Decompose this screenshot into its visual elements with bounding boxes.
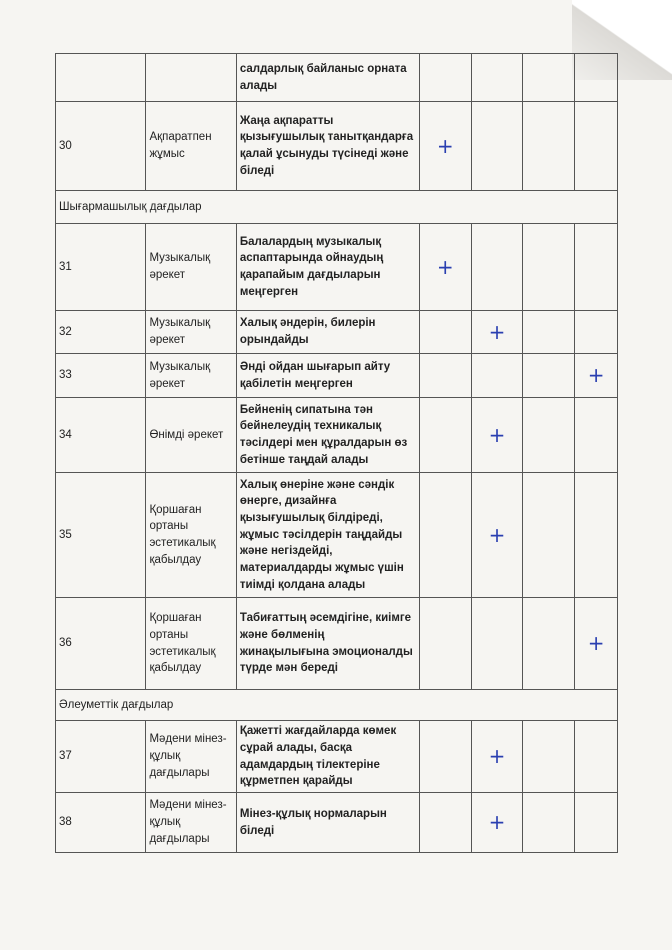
table-row (56, 398, 618, 473)
table-row (56, 354, 618, 398)
mark-cell (471, 354, 523, 398)
mark-cell (419, 354, 471, 398)
assessment-table (55, 53, 618, 853)
description-cell: Мінез-құлық нормаларын біледі (236, 793, 419, 853)
description-cell: салдарлық байланыс орната алады (236, 54, 419, 102)
mark-cell (523, 721, 575, 793)
mark-cell: + (471, 793, 523, 853)
mark-cell (419, 473, 471, 598)
mark-cell (523, 793, 575, 853)
table-row (56, 793, 618, 853)
row-number: 33 (56, 354, 146, 398)
description-cell: Табиғаттың әсемдігіне, киімге және бөлменің жинақылығына эмоционалды түрде мән береді (236, 598, 419, 690)
mark-cell (419, 54, 471, 102)
row-number: 37 (56, 721, 146, 793)
row-number: 32 (56, 311, 146, 354)
mark-cell (523, 54, 575, 102)
mark-cell: + (471, 398, 523, 473)
description-cell: Бейненің сипатына тән бейнелеудің техникалық тәсілдері мен құралдарын өз бетінше таңдай алады (236, 398, 419, 473)
table-row (56, 54, 618, 102)
description-cell: Қажетті жағдайларда көмек сұрай алады, басқа адамдардың тілектеріне құрметпен қарайды (236, 721, 419, 793)
row-number: 36 (56, 598, 146, 690)
mark-cell (419, 793, 471, 853)
table-row (56, 473, 618, 598)
activity-cell: Музыкалық әрекет (146, 354, 236, 398)
mark-cell: + (575, 354, 618, 398)
table-row (56, 224, 618, 311)
mark-cell (523, 311, 575, 354)
mark-cell (419, 311, 471, 354)
mark-cell (471, 224, 523, 311)
table-row (56, 598, 618, 690)
activity-cell: Өнімді әрекет (146, 398, 236, 473)
mark-cell (471, 598, 523, 690)
section-heading-creative: Шығармашылық дағдылар (56, 191, 618, 224)
row-number: 34 (56, 398, 146, 473)
row-number: 35 (56, 473, 146, 598)
activity-cell: Қоршаған ортаны эстетикалық қабылдау (146, 473, 236, 598)
activity-cell: Музыкалық әрекет (146, 224, 236, 311)
mark-cell: + (419, 224, 471, 311)
mark-cell: + (471, 473, 523, 598)
mark-cell: + (419, 102, 471, 191)
section-heading-social: Әлеуметтік дағдылар (56, 690, 618, 721)
mark-cell: + (575, 598, 618, 690)
mark-cell (471, 54, 523, 102)
table-row (56, 311, 618, 354)
description-cell: Балалардың музыкалық аспаптарында ойнаудың қарапайым дағдыларын меңгерген (236, 224, 419, 311)
row-number: 38 (56, 793, 146, 853)
mark-cell (523, 102, 575, 191)
mark-cell (523, 398, 575, 473)
section-row (56, 191, 618, 224)
mark-cell (523, 473, 575, 598)
activity-cell: Қоршаған ортаны эстетикалық қабылдау (146, 598, 236, 690)
mark-cell: + (471, 721, 523, 793)
activity-cell: Мәдени мінез-құлық дағдылары (146, 793, 236, 853)
section-row (56, 690, 618, 721)
description-cell: Халық өнеріне және сәндік өнерге, дизайнға қызығушылық білдіреді, жұмыс тәсілдерін таңдайды және негіздейді, материалдарды жұмыс үшін тиімді қолдана алады (236, 473, 419, 598)
description-cell: Әнді ойдан шығарып айту қабілетін меңгерген (236, 354, 419, 398)
table-row (56, 102, 618, 191)
mark-cell (419, 598, 471, 690)
row-number: 31 (56, 224, 146, 311)
activity-cell (146, 54, 236, 102)
mark-cell (419, 721, 471, 793)
activity-cell: Ақпаратпен жұмыс (146, 102, 236, 191)
table-row (56, 721, 618, 793)
activity-cell: Мәдени мінез-құлық дағдылары (146, 721, 236, 793)
mark-cell: + (471, 311, 523, 354)
description-cell: Халық әндерін, билерін орындайды (236, 311, 419, 354)
description-cell: Жаңа ақпаратты қызығушылық танытқандарға қалай ұсынуды түсінеді және біледі (236, 102, 419, 191)
row-number: 30 (56, 102, 146, 191)
mark-cell (419, 398, 471, 473)
mark-cell (523, 224, 575, 311)
mark-cell (471, 102, 523, 191)
row-number (56, 54, 146, 102)
activity-cell: Музыкалық әрекет (146, 311, 236, 354)
